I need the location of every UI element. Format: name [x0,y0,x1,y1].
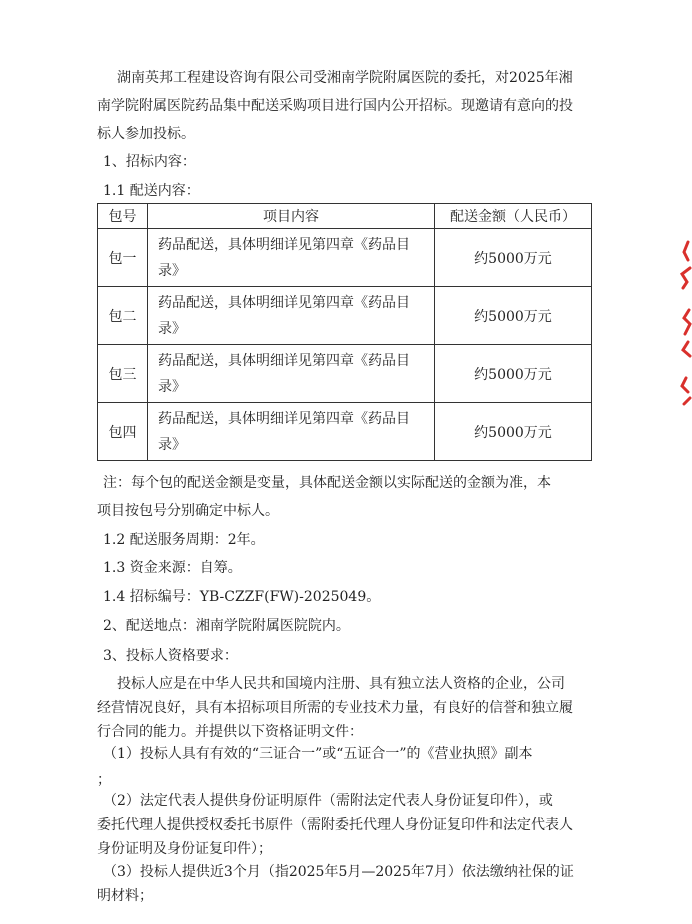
intro-line-3: 标人参加投标。 [97,126,195,142]
item-1-line-1: （1）投标人具有有效的“三证合一”或“五证合一”的《营业执照》副本 [103,746,533,762]
section-1-heading: 1、招标内容： [103,154,196,170]
section-3-heading: 3、投标人资格要求： [103,648,238,664]
package-amount: 约5000万元 [435,229,592,287]
section-2: 2、配送地点：湘南学院附属医院院内。 [103,618,350,634]
package-content [148,345,435,403]
package-content-text: 药品配送，具体明细详见第四章《药品目录》 [158,410,410,453]
table-row [98,403,592,461]
table-row [98,345,592,403]
note-line-1: 注：每个包的配送金额是变量，具体配送金额以实际配送的金额为准，本 [103,475,551,491]
item-2-line-2: 委托代理人提供授权委托书原件（需附委托代理人身份证复印件和法定代表人 [97,817,573,833]
package-amount: 约5000万元 [435,345,592,403]
package-content-text: 药品配送，具体明细详见第四章《药品目录》 [158,236,410,279]
package-content [148,229,435,287]
header-content: 项目内容 [148,204,435,229]
package-amount: 约5000万元 [435,403,592,461]
item-3-line-1: （3）投标人提供近3个月（指2025年5月—2025年7月）依法缴纳社保的证 [103,864,574,880]
qualification-line-3: 行合同的能力。并提供以下资格证明文件： [97,724,363,740]
section-1-2: 1.2 配送服务周期：2年。 [103,532,265,548]
package-id: 包三 [98,345,148,403]
intro-line-1: 湖南英邦工程建设咨询有限公司受湘南学院附属医院的委托，对2025年湘 [117,70,573,86]
package-id: 包二 [98,287,148,345]
package-table [97,203,592,461]
package-id: 包一 [98,229,148,287]
package-id: 包四 [98,403,148,461]
note-line-2: 项目按包号分别确定中标人。 [97,503,279,519]
red-seal-stamp-edge [678,238,692,408]
section-1-1-heading: 1.1 配送内容： [103,183,200,199]
qualification-line-2: 经营情况良好，具有本招标项目所需的专业技术力量，有良好的信誉和独立履 [97,700,573,716]
intro-line-2: 南学院附属医院药品集中配送采购项目进行国内公开招标。现邀请有意向的投 [97,98,573,114]
qualification-line-1: 投标人应是在中华人民共和国境内注册、具有独立法人资格的企业，公司 [117,676,565,692]
section-1-4: 1.4 招标编号：YB-CZZF(FW)-2025049。 [103,589,381,605]
item-3-line-2: 明材料； [97,888,153,904]
item-1-line-2: ； [97,772,111,788]
table-row [98,287,592,345]
package-content-text: 药品配送，具体明细详见第四章《药品目录》 [158,294,410,337]
package-content-text: 药品配送，具体明细详见第四章《药品目录》 [158,352,410,395]
package-amount: 约5000万元 [435,287,592,345]
item-2-line-1: （2）法定代表人提供身份证明原件（需附法定代表人身份证复印件），或 [103,793,553,809]
package-content [148,403,435,461]
header-amount: 配送金额（人民币） [435,204,592,229]
item-2-line-3: 身份证明及身份证复印件）； [97,841,272,857]
section-1-3: 1.3 资金来源：自筹。 [103,560,242,576]
package-content [148,287,435,345]
table-header-row [98,204,592,229]
table-row [98,229,592,287]
header-package: 包号 [98,204,148,229]
